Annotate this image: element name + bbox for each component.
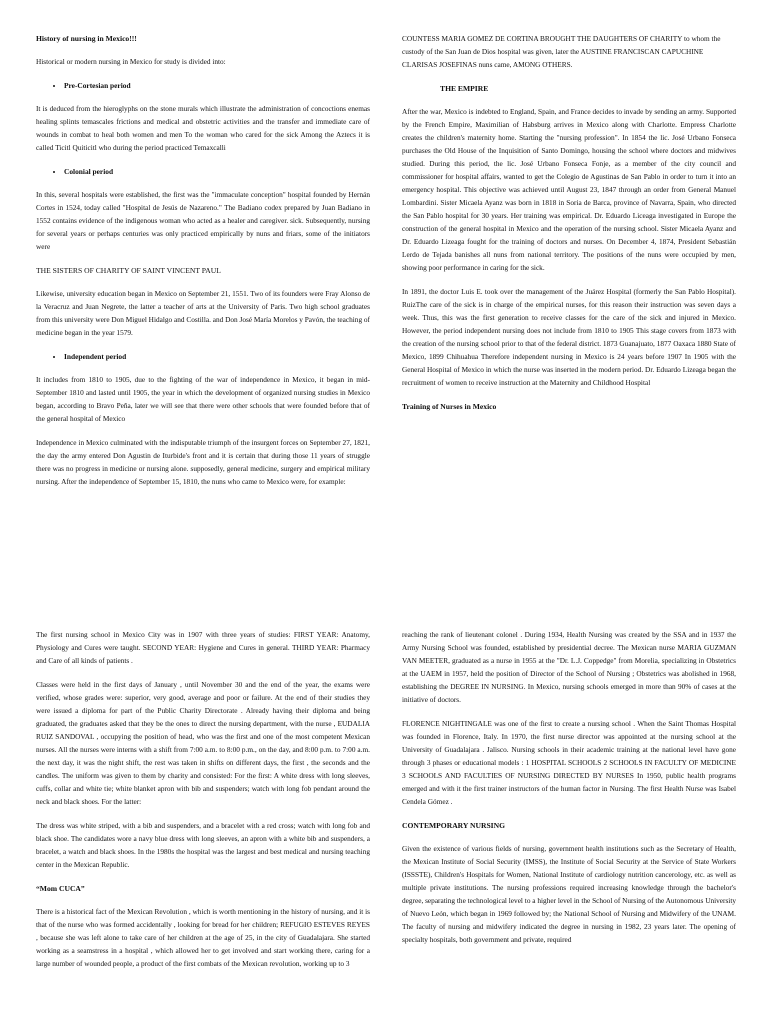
- paragraph: COUNTESS MARIA GOMEZ DE CORTINA BROUGHT THE DAUGHTERS OF CHARITY to whom the custody of the San Juan de Dios hospital was given, later the AUSTINE FRANCISCAN CAPUCHINE CLARISAS JOSEFINAS nuns came, AMONG OTHERS.: [402, 34, 721, 69]
- paragraph: Classes were held in the first days of January , until November 30 and the end of the year, the exams were verified, whose grades were: superior, very good, average and poor or failure. At the end of their studies they were issued a diploma for part of the Public Charity Directorate . Already having their diploma and being graduated, the graduates asked that they be the ones to direct the nursing department, with the nurse , EUDALIA RUIZ SANDOVAL , occupying the position of head, who was the first and one of the most competent Mexican nurses. All the nurses were interns with a shift from 7:00 a.m. to 8:00 p.m., on the day, and 8:00 p.m. to 7:00 a.m. the next day, it was the night shift, the rest was taken in shifts on different days, the first , the seconds and the candles. The uniform was given to them by charity and consisted: For the first: A white dress with long sleeves, cuffs, collar and white tie; white blanket apron with bib and suspenders; watch with long fob pendant around the neck and black shoes. For the latter:: [36, 680, 370, 806]
- paragraph: Independence in Mexico culminated with the indisputable triumph of the insurgent forces on September 27, 1821, the day the army entered Don Agustin de Iturbide's front and it is certain that during those 11 years of struggle there was no progress in medicine or nursing alone. supposedly, general medicine, surgery and empirical military nursing. After the independence of September 15, 1810, the nuns who came to Mexico were, for example:: [36, 438, 370, 486]
- section-heading: THE EMPIRE: [440, 84, 489, 93]
- paragraph: It includes from 1810 to 1905, due to the fighting of the war of independence in Mexico, it began in mid-September 1810 and lasted until 1905, the year in which the development of organized nursing studies in Mexico began, according to Bravo Peña, later we will see that there were other schools that were founded before that of the general hospital of Mexico: [36, 375, 370, 423]
- paragraph: The first nursing school in Mexico City was in 1907 with three years of studies: FIRST YEAR: Anatomy, Physiology and Cures were taught. SECOND YEAR: Hygiene and Cures in general. THIRD YEAR: Pharmacy and Care of all kinds of patients .: [36, 630, 370, 665]
- paragraph: Given the existence of various fields of nursing, government health institutions such as the Secretary of Health, the Mexican Institute of Social Security (IMSS), the Institute of Social Security at the Service of State Workers (ISSSTE), Children's Hospitals for Women, National Institute of cardiology nutrition cancerology, etc. as well as multiple private institutions. The nursing professions required increasing knowledge through the bachelor's degree, separating the technological level to a higher level in the School of Nursing of the Autonomous University of Nuevo León, which began in 1969 followed by; the National School of Nursing and Midwifery of the UNAM. The faculty of nursing and midwifery indicated the degree in nursing in 1982, 23 years later. The opening of specialty hospitals, both government and private, required: [402, 844, 736, 944]
- section-heading: THE SISTERS OF CHARITY OF SAINT VINCENT PAUL: [36, 266, 221, 275]
- bullet-list: [36, 165, 370, 178]
- intro-paragraph: Historical or modern nursing in Mexico for study is divided into:: [36, 57, 226, 66]
- paragraph: After the war, Mexico is indebted to England, Spain, and France decides to invade by sending an army. Supported by the French Empire, Maximilian of Habsburg arrives in Mexico along with Charlotte. Empress Charlotte creates the children's maternity home. Starting the "nursing profession". In 1854 the lic. José Urbano Fonseca purchases the Old House of the Inquisition of Santo Domingo, housing the school where doctors and midwives studied. During this period, the lic. José Urbano Fonseca Fonje, as a member of the city council and commissioner for hospital affairs, wanted to get the Colegio de Agustinas de San Pablo in order to turn it into an emergency hospital. This objective was achieved until August 23, 1847 through an order from General Manuel Lombardini. Sister Micaela Ayanz was born in 1818 in Soria de Barca, province of Navarra, Spain, who directed the San Pablo hospital for 30 years. Her training was empirical. Dr. Eduardo Liceaga investigated in Europe the construction of the general hospital in Mexico and the operation of the nursing school. Sister Micaela Ayanz and Dr. Eduardo Lizeaga fought for the training of doctors and nurses. On December 4, 1874, President Sebastián Lerdo de Tejada banishes all nuns from national territory. The positions of the nuns were occupied by men, showing poor performance in caring for the sick.: [402, 107, 736, 272]
- paragraph: There is a historical fact of the Mexican Revolution , which is worth mentioning in the history of nursing, and it is that of the nurse who was formed accidentally , looking for bread for her children; REFUGIO ESTEVES REYES , because she was left alone to take care of her children at the age of 25, in the city of Guadalajara. She started working as a seamstress in a hospital , which allowed her to get involved and start working there, caring for a large number of wounded people, a product of the first combats of the Mexican revolution, working up to 3: [36, 907, 370, 968]
- top-right-column: [402, 32, 736, 522]
- bullet-independent: • Independent period: [64, 350, 370, 363]
- paragraph: reaching the rank of lieutenant colonel . During 1934, Health Nursing was created by the SSA and in 1937 the Army Nursing School was founded, established by presidential decree. The Mexican nurse MARIA GUZMAN VAN MEETER, graduated as a nurse in 1955 at the "Dr. L.J. Coppedge" from Morelia, specializing in Obstetrics at the UAEM in 1957, held the position of Director of the School of Nursing ; Obstetrics was abolished in 1968, establishing the DEGREE IN NURSING. In Mexico, nursing schools emerged in more than 90% of cases at the initiative of doctors.: [402, 630, 736, 704]
- paragraph: In 1891, the doctor Luis E. took over the management of the Juárez Hospital (formerly the San Pablo Hospital). RuizThe care of the sick is in charge of the empirical nurses, for this reason their instruction was seven days a week. Thus, this was the first generation to receive classes for the care of the sick and injured in Mexico. However, the period independent nursing does not include from 1810 to 1905 This stage covers from 1873 with the creation of the nursing school prior to that of the federal district. 1873 Guanajuato, 1877 Oaxaca 1880 State of Mexico, 1899 Chihuahua Therefore independent nursing in Mexico is 24 years before 1907 In 1905 with the General Hospital of Mexico in which the nurse was inserted in the modern period. Dr. Eduardo Lizeaga began the recruitment of women to receive instruction at the Maternity and Childhood Hospital: [402, 287, 736, 387]
- paragraph: FLORENCE NIGHTINGALE was one of the first to create a nursing school . When the Saint Thomas Hospital was founded in Florence, Italy. In 1970, the first nurse director was appointed at the nursing school at the University of Guadalajara . Jalisco. Nursing schools in their academic training at the national level have gone through 3 phases or educational models : 1 HOSPITAL SCHOOLS 2 SCHOOLS IN FACULTY OF MEDICINE 3 SCHOOLS AND FACULTIES OF NURSING DIRECTED BY NURSES In 1950, public health programs emerged and with it the first trainer instructors of the human factor in Nursing. The first Health Nurse was Isabel Cendela Gómez .: [402, 719, 736, 806]
- section-heading: Training of Nurses in Mexico: [402, 402, 497, 411]
- paragraph: The dress was white striped, with a bib and suspenders, and a bracelet with a red cross; watch with long fob and black shoe. The candidates wore a navy blue dress with long sleeves, an apron with a white bib and suspenders, a bracelet, a watch and black shoes. In the 1980s the hospital was the largest and best medical and nursing teaching center in the Mexican Republic.: [36, 821, 370, 869]
- bottom-right-column: [402, 628, 736, 1024]
- bullet-pre-cortesian: • Pre-Cortesian period: [64, 79, 370, 92]
- document-title: History of nursing in Mexico!!!: [36, 34, 137, 43]
- section-heading: “Mom CUCA”: [36, 884, 85, 893]
- bottom-left-column: [36, 628, 370, 1024]
- bullet-list: [36, 79, 370, 92]
- bullet-colonial: • Colonial period: [64, 165, 370, 178]
- section-heading: CONTEMPORARY NURSING: [402, 821, 506, 830]
- top-left-column: [36, 32, 370, 502]
- paragraph: Likewise, university education began in Mexico on September 21, 1551. Two of its founders were Fray Alonso de la Veracruz and Juan Negrete, the latter a teacher of arts at the University of Paris. Two high school graduates from this university were Don Miguel Hidalgo and Costilla. and Don José María Morelos y Pavón, the teaching of medicine began in the year 1579.: [36, 289, 370, 337]
- paragraph: It is deduced from the hieroglyphs on the stone murals which illustrate the administration of concoctions enemas healing splints temascales frictions and medical and obstetric activities and the transfer and immediate care of wounds in combat to heal both women and men To the woman who cared for the sick Among the Aztecs it is called Ticitl Quiticitl who during the period practiced Temaxcalli: [36, 104, 370, 152]
- paragraph: In this, several hospitals were established, the first was the "immaculate conception" hospital founded by Hernán Cortes in 1524, today called "Hospital de Jesús de Nazareno." The Badiano codex prepared by Juan Badiano in 1552 contains evidence of the indigenous woman who acted as a healer and caregiver. sick. Subsequently, nursing for several years or perhaps centuries was only practiced empirically by nuns and friars, some of the initiators were: [36, 190, 370, 251]
- bullet-list: [36, 350, 370, 363]
